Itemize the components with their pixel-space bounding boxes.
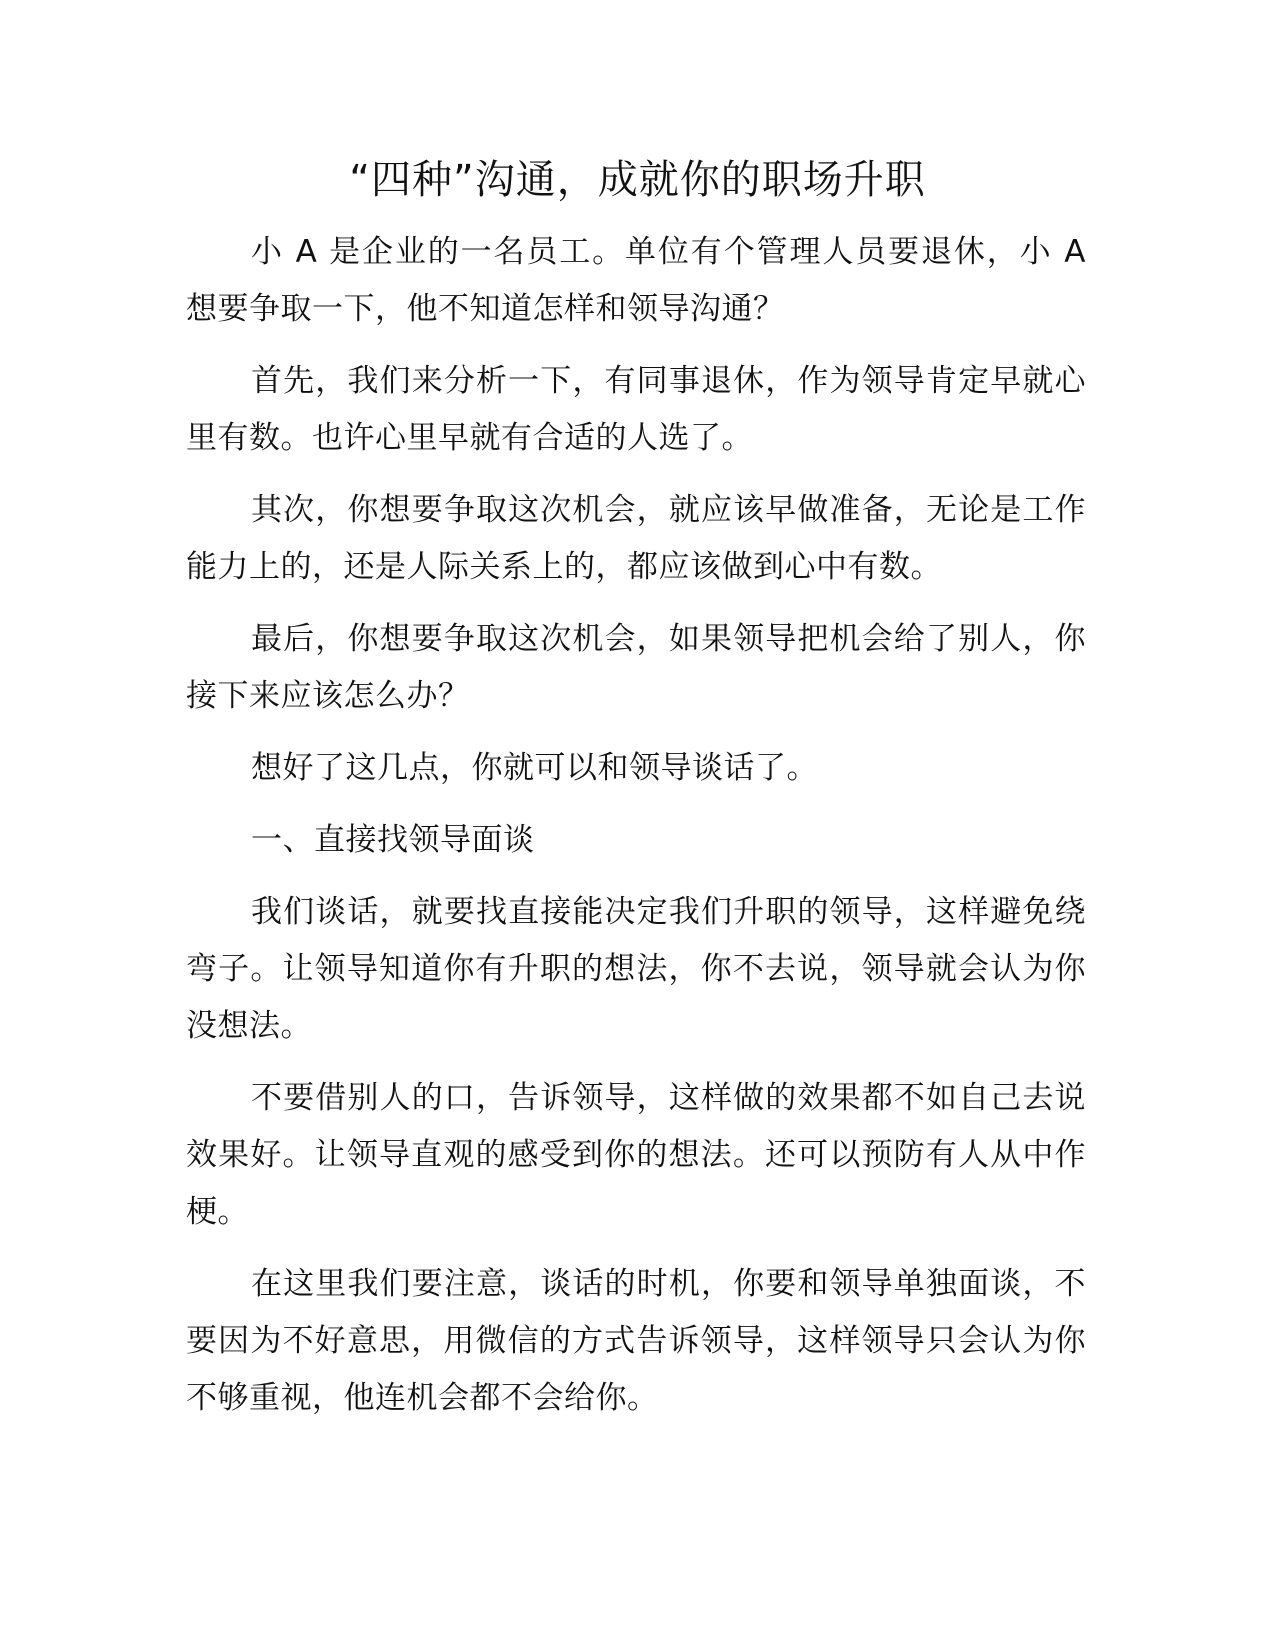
paragraph-ready: 想好了这几点，你就可以和领导谈话了。: [251, 750, 818, 786]
paragraph-second: 其次，你想要争取这次机会，就应该早做准备，无论是工作能力上的，还是人际关系上的，都应该做到心中有数。: [186, 492, 1086, 585]
paragraph-timing: 在这里我们要注意，谈话的时机，你要和领导单独面谈，不要因为不好意思，用微信的方式告诉领导，这样领导只会认为你不够重视，他连机会都不会给你。: [186, 1266, 1086, 1416]
section-heading-1: 一、直接找领导面谈: [251, 822, 535, 858]
paragraph-last: 最后，你想要争取这次机会，如果领导把机会给了别人，你接下来应该怎么办？: [186, 621, 1086, 714]
paragraph-direct-leader: 我们谈话，就要找直接能决定我们升职的领导，这样避免绕弯子。让领导知道你有升职的想法，你不去说，领导就会认为你没想法。: [186, 894, 1086, 1044]
paragraph-no-intermediary: 不要借别人的口，告诉领导，这样做的效果都不如自己去说效果好。让领导直观的感受到你的想法。还可以预防有人从中作梗。: [186, 1080, 1086, 1230]
paragraph-intro: 小 A 是企业的一名员工。单位有个管理人员要退休，小 A 想要争取一下，他不知道怎样和领导沟通？: [186, 234, 1086, 327]
page-title: “四种”沟通，成就你的职场升职: [349, 157, 926, 203]
document-body: [186, 224, 1086, 1442]
paragraph-first: 首先，我们来分析一下，有同事退休，作为领导肯定早就心里有数。也许心里早就有合适的人选了。: [186, 363, 1086, 456]
